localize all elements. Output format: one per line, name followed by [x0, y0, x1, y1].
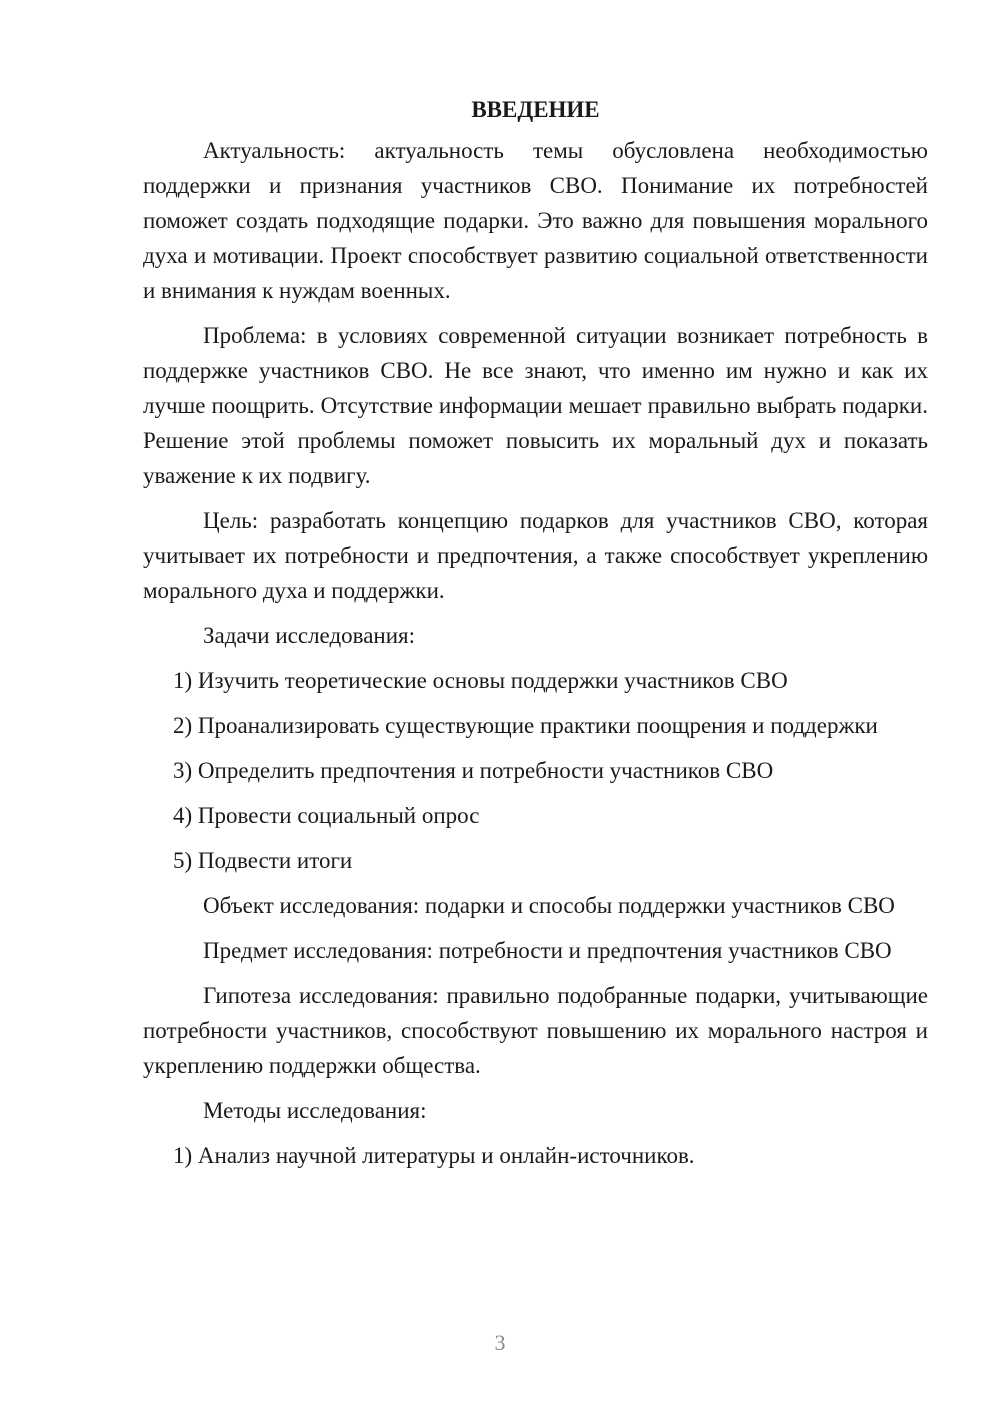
task-item: 3) Определить предпочтения и потребности участников СВО [173, 758, 774, 783]
tasks-heading: Задачи исследования: [203, 623, 416, 648]
goal-paragraph: Цель: разработать концепцию подарков для участников СВО, которая учитывает их потребности и предпочтения, а также способствует укреплению морального духа и поддержки. [143, 508, 928, 603]
document-page [143, 92, 928, 1183]
task-item: 1) Изучить теоретические основы поддержки участников СВО [173, 668, 788, 693]
subject-paragraph: Предмет исследования: потребности и предпочтения участников СВО [203, 938, 892, 963]
task-item: 4) Провести социальный опрос [173, 803, 480, 828]
problem-paragraph: Проблема: в условиях современной ситуации возникает потребность в поддержке участников СВО. Не все знают, что именно им нужно и как их лучше поощрить. Отсутствие информации мешает правильно выбрать подарки. Решение этой проблемы поможет повысить их моральный дух и показать уважение к их подвигу. [143, 323, 928, 488]
methods-heading: Методы исследования: [203, 1098, 427, 1123]
task-item: 5) Подвести итоги [173, 848, 353, 873]
hypothesis-paragraph: Гипотеза исследования: правильно подобранные подарки, учитывающие потребности участников, способствуют повышению их морального настроя и укреплению поддержки общества. [143, 983, 928, 1078]
method-item: 1) Анализ научной литературы и онлайн-источников. [173, 1143, 695, 1168]
section-title: ВВЕДЕНИЕ [471, 97, 600, 122]
relevance-paragraph: Актуальность: актуальность темы обусловлена необходимостью поддержки и признания участников СВО. Понимание их потребностей поможет создать подходящие подарки. Это важно для повышения морального духа и мотивации. Проект способствует развитию социальной ответственности и внимания к нуждам военных. [143, 138, 928, 303]
object-paragraph: Объект исследования: подарки и способы поддержки участников СВО [203, 893, 895, 918]
task-item: 2) Проанализировать существующие практики поощрения и поддержки [173, 713, 878, 738]
page-number: 3 [494, 1330, 506, 1355]
